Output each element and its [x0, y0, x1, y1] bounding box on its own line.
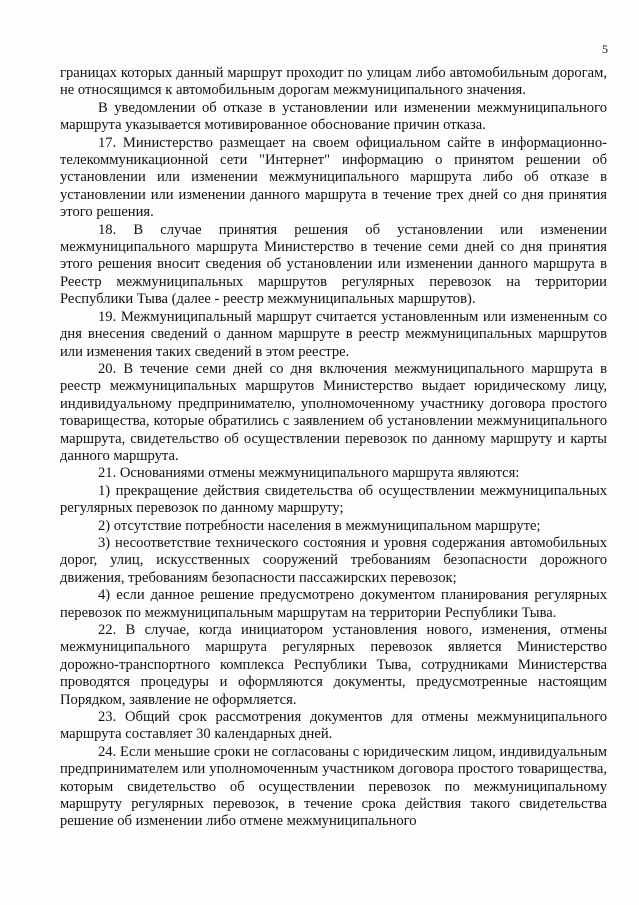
- list-item-21-2: 2) отсутствие потребности населения в межмуниципальном маршруте;: [98, 517, 541, 534]
- page-number: 5: [602, 42, 608, 56]
- paragraph-22: 22. В случае, когда инициатором установления нового, изменения, отмены межмуниципального маршрута регулярных перевозок является Министерство дорожно-транспортного комплекса Республики Тыва, сотрудниками Министерства проводятся процедуры и оформляются документы, предусмотренные настоящим Порядком, заявление не оформляется.: [60, 622, 607, 708]
- list-item-21-1: 1) прекращение действия свидетельства об осуществлении межмуниципальных регулярных перевозок по данному маршруту;: [60, 482, 607, 517]
- document-body: [60, 65, 607, 831]
- paragraph-20: 20. В течение семи дней со дня включения межмуниципального маршрута в реестр межмуниципальных маршрутов Министерство выдает юридическому лицу, индивидуальному предпринимателю, уполномоченному участнику договора простого товарищества, которые обратились с заявлением об установлении межмуниципального маршрута, свидетельство об осуществлении перевозок по данному маршруту и карты данного маршрута.: [60, 360, 607, 464]
- paragraph-23: 23. Общий срок рассмотрения документов для отмены межмуниципального маршрута составляет 30 календарных дней.: [60, 709, 607, 743]
- list-item-21-3: 3) несоответствие технического состояния и уровня содержания автомобильных дорог, улиц, искусственных сооружений требованиям безопасности дорожного движения, требованиям безопасности пассажирских перевозок;: [60, 534, 607, 586]
- list-item-21-4: 4) если данное решение предусмотрено документом планирования регулярных перевозок по межмуниципальным маршрутам на территории Республики Тыва.: [60, 587, 607, 621]
- paragraph-21: 21. Основаниями отмены межмуниципального маршрута являются:: [98, 465, 520, 482]
- paragraph-17: 17. Министерство размещает на своем официальном сайте в информационно-телекоммуникационной сети "Интернет" информацию о принятом решении об установлении или изменении межмуниципального маршрута либо об отказе в установлении или изменении данного маршрута в течение трех дней со дня принятия этого решения.: [60, 134, 607, 221]
- paragraph-24: 24. Если меньшие сроки не согласованы с юридическим лицом, индивидуальным предпринимателем или уполномоченным участником договора простого товарищества, которым свидетельство об осуществлении перевозок по межмуниципальному маршруту регулярных перевозок, в течение срока действия такого свидетельства решение об изменении либо отмене межмуниципального: [60, 743, 607, 830]
- paragraph-19: 19. Межмуниципальный маршрут считается установленным или измененным со дня внесения сведений о данном маршруте в реестр межмуниципальных маршрутов или изменения таких сведений в этом реестре.: [60, 308, 607, 360]
- paragraph-continuation: границах которых данный маршрут проходит по улицам либо автомобильным дорогам, не относящимся к автомобильным дорогам межмуниципального значения.: [60, 65, 607, 99]
- paragraph-refusal-notice: В уведомлении об отказе в установлении или изменении межмуниципального маршрута указывается мотивированное обоснование причин отказа.: [60, 99, 607, 134]
- paragraph-18: 18. В случае принятия решения об установлении или изменении межмуниципального маршрута Министерство в течение семи дней со дня принятия этого решения вносит сведения об установлении или изменении данного маршрута в Реестр межмуниципальных маршрутов регулярных перевозок на территории Республики Тыва (далее - реестр межмуниципальных маршрутов).: [60, 221, 607, 308]
